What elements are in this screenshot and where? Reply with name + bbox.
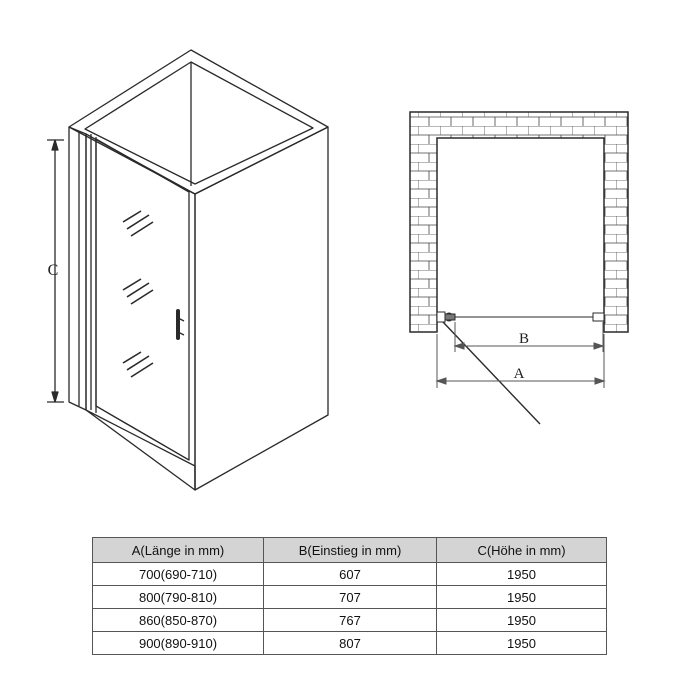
table-cell: 1950 (437, 609, 607, 632)
door-glass (96, 139, 189, 460)
table-cell: 1950 (437, 586, 607, 609)
column-header: B(Einstieg in mm) (264, 538, 437, 563)
table-cell: 1950 (437, 563, 607, 586)
label-b: B (518, 331, 530, 347)
dimensions-table (92, 537, 607, 655)
table-cell: 807 (264, 632, 437, 655)
wall-profile-right (593, 313, 604, 321)
label-a: A (513, 366, 525, 382)
enclosure-top-frame (69, 50, 328, 194)
table-header-row (93, 538, 607, 563)
left-wall (69, 127, 86, 410)
table-row (93, 609, 607, 632)
table-row (93, 563, 607, 586)
column-header: C(Höhe in mm) (437, 538, 607, 563)
table-cell: 860(850-870) (93, 609, 264, 632)
table-cell: 707 (264, 586, 437, 609)
hinge-fitting (437, 312, 455, 322)
table-cell: 1950 (437, 632, 607, 655)
column-header: A(Länge in mm) (93, 538, 264, 563)
enclosure-top-inner (85, 62, 313, 184)
side-wall (195, 127, 328, 490)
label-c: C (47, 262, 59, 279)
table-cell: 900(890-910) (93, 632, 264, 655)
table-cell: 767 (264, 609, 437, 632)
table-cell: 800(790-810) (93, 586, 264, 609)
table-row (93, 586, 607, 609)
table-cell: 607 (264, 563, 437, 586)
glass-reflection-marks (123, 211, 153, 377)
table-row (93, 632, 607, 655)
table-cell: 700(690-710) (93, 563, 264, 586)
brick-wall (410, 112, 628, 332)
perspective-view (47, 50, 328, 490)
